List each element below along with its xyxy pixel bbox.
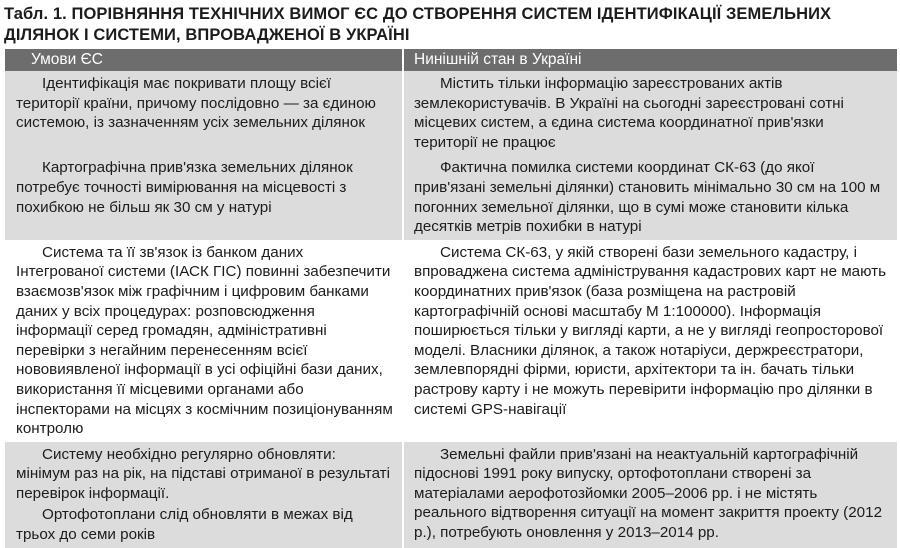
eu-requirement-cell bbox=[5, 442, 403, 548]
column-header-ukraine: Нинішній стан в Україні bbox=[403, 49, 897, 71]
table-caption-label: Табл. 1. bbox=[4, 5, 67, 23]
ukraine-status-cell bbox=[403, 71, 897, 155]
cell-paragraph: Ідентифікація має покривати площу всієї території країни, причому послідовно — за єдиною системою, із зазначенням усіх земельних ділянок bbox=[16, 75, 376, 132]
cell-paragraph: Система та її зв'язок із банком даних Інтегрованої системи (ІАСК ГІС) повинні забезпечити взаємозв'язок між графічним і цифровим банками даних у всіх процедурах: розповсюдження інформації серед громадян, адміністративні перевірки з негайним перенесенням всієї нововиявленої інформації в усі офіційні бази даних, використання її місцевими органами або інспекторами на місцях з космічним позиціонуванням контролю bbox=[16, 243, 393, 438]
table-row bbox=[5, 71, 897, 155]
cell-paragraph: Земельні файли прив'язані на неактуальній картографічній підоснові 1991 року випуску, ортофотоплани створені за матеріалами аерофотозйомки 2005–2006 рр. і не містять реального відтворення ситуації на момент закриття проекту (2012 р.), потребують оновлення у 2013–2014 рр. bbox=[414, 445, 883, 542]
table-row bbox=[5, 240, 897, 442]
ukraine-status-cell bbox=[403, 240, 897, 442]
eu-requirement-cell bbox=[5, 155, 403, 239]
table-row bbox=[5, 155, 897, 239]
eu-requirement-cell bbox=[5, 71, 403, 155]
cell-paragraph: Ортофотоплани слід обновляти в межах від трьох до семи років bbox=[16, 506, 353, 544]
column-header-eu: Умови ЄС bbox=[5, 49, 403, 71]
eu-requirement-cell bbox=[5, 240, 403, 442]
ukraine-status-cell bbox=[403, 155, 897, 239]
cell-paragraph: Картографічна прив'язка земельних ділянок потребує точності вимірювання на місцевості з похибкою не більш як 30 см у натурі bbox=[16, 159, 353, 216]
cell-paragraph: Фактична помилка системи координат СК-63 (до якої прив'язані земельні ділянки) становить мінімально 30 см на 100 м погонних земельної ділянки, що в сумі може становити кілька десятків метрів похибки в натурі bbox=[414, 159, 881, 236]
table-header-row bbox=[5, 49, 897, 71]
cell-paragraph: Містить тільки інформацію зареєстрованих актів землекористувачів. В Україні на сьогодні зареєстровані сотні місцевих систем, а єдина система координатної прив'язки території не працює bbox=[414, 75, 844, 151]
table-caption-title: ПОРІВНЯННЯ ТЕХНІЧНИХ ВИМОГ ЄС ДО СТВОРЕННЯ СИСТЕМ ІДЕНТИФІКАЦІЇ ЗЕМЕЛЬНИХ ДІЛЯНОК І СИСТЕМИ, ВПРОВАДЖЕНОЇ В УКРАЇНІ bbox=[4, 5, 832, 44]
ukraine-status-cell bbox=[403, 442, 897, 548]
table-row bbox=[5, 442, 897, 548]
cell-paragraph: Систему необхідно регулярно обновляти: мінімум раз на рік, на підставі отриманої в результаті перевірок інформації. bbox=[16, 445, 391, 502]
comparison-table bbox=[5, 49, 897, 548]
cell-paragraph: Система СК-63, у якій створені бази земельного кадастру, і впроваджена система адміністрування кадастрових карт не мають координатних прив'язок (база розміщена на растровій картографічній основі масштабу М 1:100000). Інформація поширюється тільки у вигляді карти, а не у вигляді геопросторової моделі. Власники ділянок, а також нотаріуси, держреєстратори, землевпорядні фірми, юристи, архітектори та ін. бачать тільки растрову карту і не можуть перевірити інформацію про ділянки в системі GPS-навігації bbox=[414, 243, 887, 418]
table-caption bbox=[4, 4, 894, 46]
